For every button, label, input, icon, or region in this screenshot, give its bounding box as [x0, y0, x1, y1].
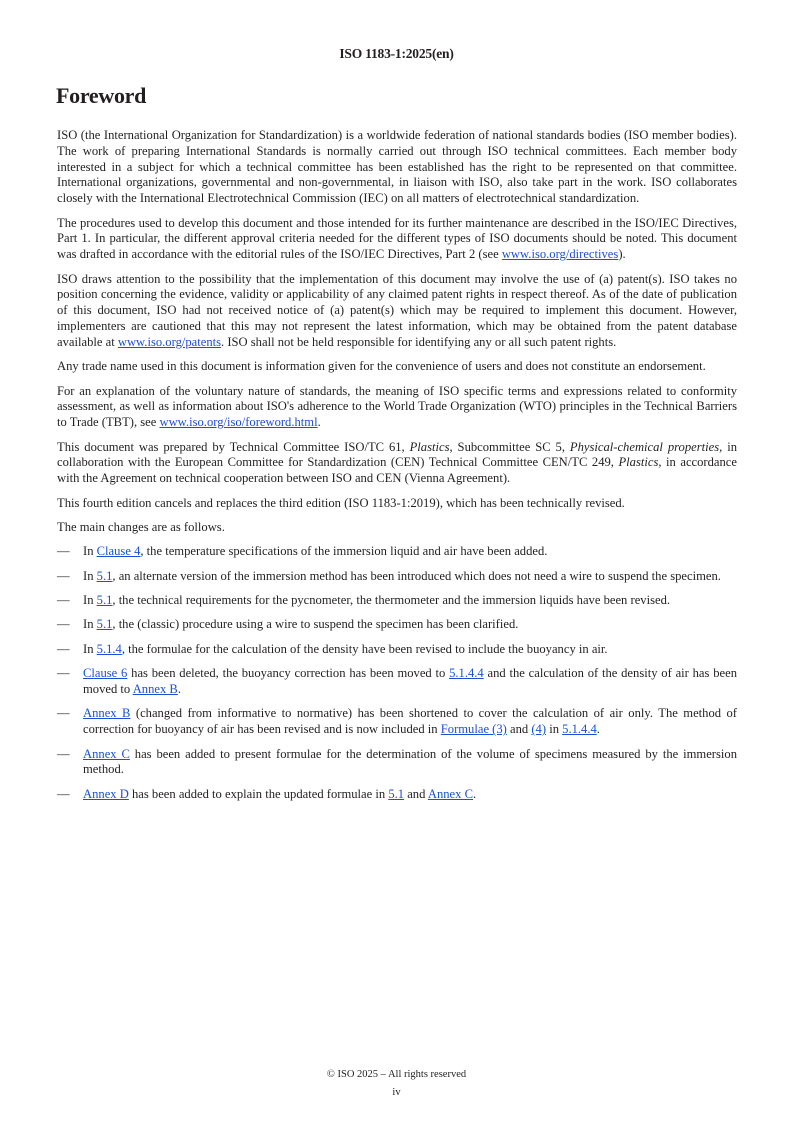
text: In: [83, 617, 97, 632]
link-annex-b[interactable]: Annex B: [132, 682, 178, 697]
dash-bullet: —: [57, 746, 70, 761]
document-id-header: ISO 1183-1:2025(en): [339, 46, 454, 61]
text: , an alternate version of the immersion method has been introduced which does not need a wire to suspend the specimen.: [112, 568, 721, 583]
italic-text: Plastics: [409, 439, 450, 454]
text: in accordance with the Agreement on technical cooperation between ISO and CEN (Vienna Agreement).: [57, 455, 737, 486]
dash-bullet: —: [57, 593, 70, 608]
link-annex-d[interactable]: Annex D: [83, 786, 129, 801]
list-item: [57, 706, 737, 738]
paragraph-voluntary-nature: [57, 384, 737, 431]
page-title: Foreword: [56, 83, 147, 108]
text: , the formulae for the calculation of the density have been revised to include the buoyancy in air.: [121, 641, 608, 656]
link-patents[interactable]: www.iso.org/patents: [117, 334, 222, 349]
link-annex-c[interactable]: Annex C: [427, 786, 473, 801]
text: In: [83, 641, 97, 656]
link-clause-6[interactable]: Clause 6: [83, 666, 128, 681]
link-5-1[interactable]: 5.1: [388, 786, 405, 801]
paragraph-patents: [57, 272, 737, 351]
dash-bullet: —: [57, 568, 70, 583]
text: has been added to present formulae for the determination of the volume of specimens measured by the immersion method.: [83, 746, 737, 777]
text: The procedures used to develop this document and those intended for its further maintenance are described in the ISO/IEC Directives, Part 1. In particular, the different approval criteria needed for the different types of ISO documents should be noted. This document was drafted in accordance with the editorial rules of the ISO/IEC Directives, Part 2 (see: [57, 215, 737, 262]
page-footer: [0, 1066, 793, 1102]
link-5-1-4-4[interactable]: 5.1.4.4: [449, 666, 484, 681]
foreword-body: [57, 128, 737, 811]
list-item: [57, 747, 737, 779]
changes-list: [57, 544, 737, 802]
text: ISO draws attention to the possibility that the implementation of this document may involve the use of (a) patent(s). ISO takes no position concerning the evidence, validity or applicability of any claimed patent rights in respect thereof. As of the date of publication of this document, ISO had not received notice of (a) patent(s) which may be required to implement this document. However, implementers are cautioned that this may not represent the latest information, which may be obtained from the patent database available at: [57, 271, 737, 349]
dash-bullet: —: [57, 641, 70, 656]
list-item: [57, 642, 737, 658]
text: and: [404, 786, 428, 801]
dash-bullet: —: [57, 666, 70, 681]
dash-bullet: —: [57, 706, 70, 721]
text: , the temperature specifications of the immersion liquid and air have been added.: [140, 544, 548, 559]
text: .: [177, 682, 181, 697]
list-item: [57, 617, 737, 633]
text: , the (classic) procedure using a wire to suspend the specimen has been clarified.: [112, 617, 519, 632]
italic-text: Plastics,: [618, 455, 662, 470]
link-annex-b[interactable]: Annex B: [83, 706, 131, 721]
text: , the technical requirements for the pycnometer, the thermometer and the immersion liquids have been revised.: [112, 593, 671, 608]
text: .: [472, 786, 477, 801]
text: (changed from informative to normative) has been shortened to cover the calculation of air only. The method of correction for buoyancy of air has been revised and is now included in: [83, 706, 737, 737]
link-formulae-3[interactable]: Formulae (3): [440, 722, 507, 737]
text: ).: [618, 247, 626, 262]
text: has been deleted, the buoyancy correction has been moved to: [127, 666, 450, 681]
text: In: [83, 544, 97, 559]
link-foreword[interactable]: www.iso.org/iso/foreword.html: [159, 415, 318, 430]
text: .: [596, 722, 600, 737]
link-5-1[interactable]: 5.1: [96, 593, 113, 608]
text: has been added to explain the updated formulae in: [128, 786, 389, 801]
dash-bullet: —: [57, 544, 70, 559]
paragraph-iso-intro: ISO (the International Organization for Standardization) is a worldwide federation of national standards bodies (ISO member bodies). The work of preparing International Standards is normally carried out through ISO technical committees. Each member body interested in a subject for which a technical committee has been established has the right to be represented on that committee. International organizations, governmental and non-governmental, in liaison with ISO, also take part in the work. ISO collaborates closely with the International Electrotechnical Commission (IEC) on all matters of electrotechnical standardization.: [57, 128, 737, 206]
link-5-1-4[interactable]: 5.1.4: [96, 641, 122, 656]
list-item: [57, 593, 737, 609]
text: and: [506, 722, 532, 737]
paragraph-edition: This fourth edition cancels and replaces the third edition (ISO 1183-1:2019), which has been technically revised.: [57, 495, 625, 510]
text: This document was prepared by Technical Committee ISO/TC 61,: [57, 439, 410, 454]
text: in collaboration with the European Committee for Standardization (CEN) Technical Committee CEN/TC 249,: [57, 439, 738, 470]
page-number: iv: [392, 1087, 401, 1098]
link-5-1[interactable]: 5.1: [96, 568, 113, 583]
link-clause-4[interactable]: Clause 4: [96, 544, 141, 559]
dash-bullet: —: [57, 617, 70, 632]
text: In: [83, 593, 97, 608]
link-5-1[interactable]: 5.1: [96, 617, 113, 632]
copyright-notice: © ISO 2025 – All rights reserved: [326, 1069, 467, 1080]
text: in: [546, 722, 563, 737]
list-item: [57, 544, 737, 560]
text: For an explanation of the voluntary nature of standards, the meaning of ISO specific terms and expressions related to conformity assessment, as well as information about ISO's adherence to the World Trade Organization (WTO) principles in the Technical Barriers to Trade (TBT), see: [57, 383, 737, 430]
text: In: [83, 568, 97, 583]
link-directives[interactable]: www.iso.org/directives: [501, 247, 619, 262]
paragraph-changes-intro: The main changes are as follows.: [57, 519, 225, 534]
paragraph-procedures: [57, 216, 737, 263]
text: and the calculation of the density of air has been moved to: [83, 666, 737, 697]
paragraph-committee: [57, 440, 737, 487]
italic-text: Physical-chemical properties,: [569, 439, 723, 454]
list-item: [57, 666, 737, 698]
list-item: [57, 787, 737, 803]
link-formula-4[interactable]: (4): [531, 722, 547, 737]
dash-bullet: —: [57, 786, 70, 801]
link-annex-c[interactable]: Annex C: [83, 746, 130, 761]
text: .: [317, 415, 321, 430]
link-5-1-4-4[interactable]: 5.1.4.4: [562, 722, 597, 737]
paragraph-trade-name: Any trade name used in this document is information given for the convenience of users and does not constitute an endorsement.: [57, 359, 706, 374]
text: . ISO shall not be held responsible for identifying any or all such patent rights.: [221, 334, 617, 349]
list-item: [57, 569, 737, 585]
text: , Subcommittee SC 5,: [449, 439, 570, 454]
